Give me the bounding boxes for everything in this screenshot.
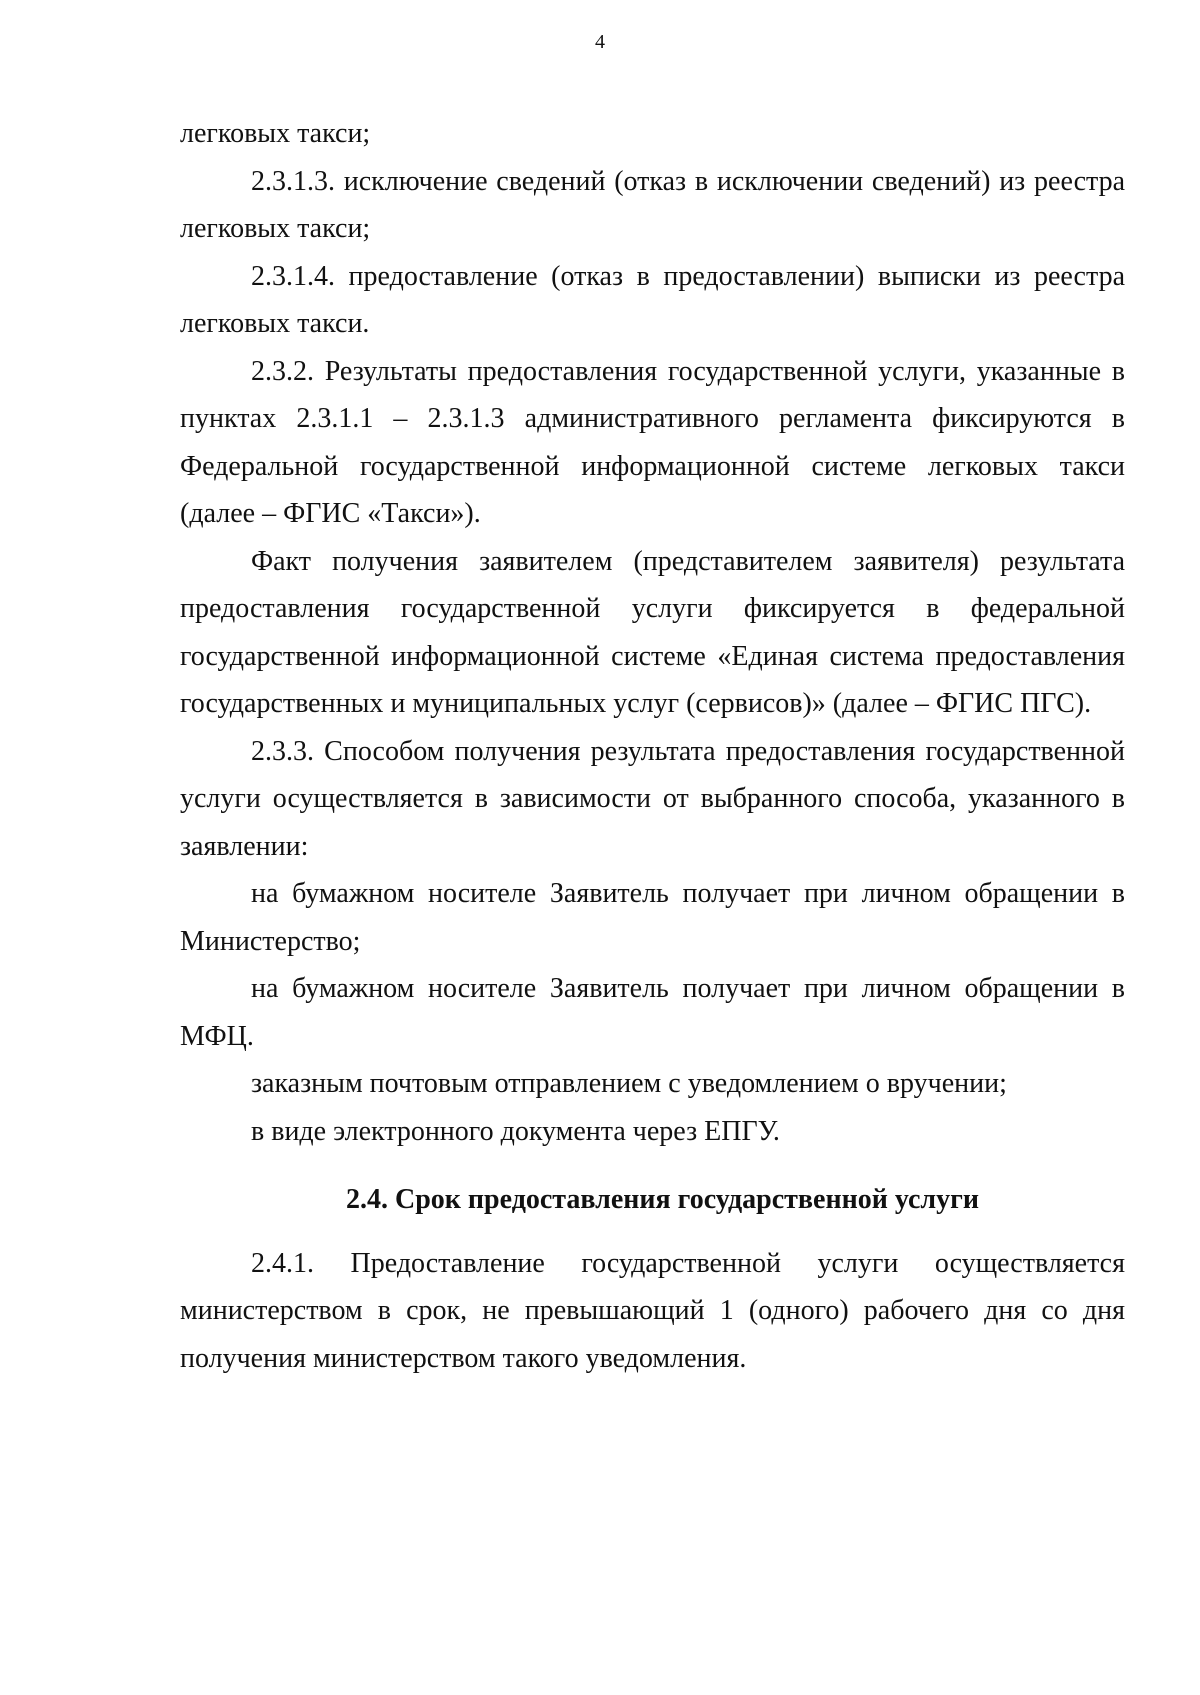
paragraph-paper-mfc: на бумажном носителе Заявитель получает при личном обращении в МФЦ.	[180, 973, 1125, 1052]
paragraph-continuation: легковых такси;	[180, 118, 371, 149]
paragraph-paper-ministry: на бумажном носителе Заявитель получает при личном обращении в Министерство;	[180, 878, 1125, 957]
paragraph-2-3-1-3: 2.3.1.3. исключение сведений (отказ в исключении сведений) из реестра легковых такси;	[180, 165, 1125, 244]
page-number: 4	[595, 31, 605, 53]
document-body	[180, 110, 1125, 1382]
paragraph-fact: Факт получения заявителем (представителем заявителя) результата предоставления государственной услуги фиксируется в федеральной государственной информационной системе «Единая система предоставления государственных и муниципальных услуг (сервисов)» (далее – ФГИС ПГС).	[180, 545, 1125, 719]
paragraph-2-4-1: 2.4.1. Предоставление государственной услуги осуществляется министерством в срок, не превышающий 1 (одного) рабочего дня со дня получения министерством такого уведомления.	[180, 1247, 1125, 1374]
paragraph-electronic: в виде электронного документа через ЕПГУ.	[251, 1115, 780, 1147]
paragraph-2-3-1-4: 2.3.1.4. предоставление (отказ в предоставлении) выписки из реестра легковых такси.	[180, 260, 1125, 339]
paragraph-2-3-3: 2.3.3. Способом получения результата предоставления государственной услуги осуществляется в зависимости от выбранного способа, указанного в заявлении:	[180, 735, 1125, 862]
paragraph-2-3-2: 2.3.2. Результаты предоставления государственной услуги, указанные в пунктах 2.3.1.1 – 2.3.1.3 административного регламента фиксируются в Федеральной государственной информационной системе легковых такси (далее – ФГИС «Такси»).	[180, 355, 1125, 529]
paragraph-mail: заказным почтовым отправлением с уведомлением о вручении;	[251, 1068, 1007, 1099]
section-heading-2-4: 2.4. Срок предоставления государственной услуги	[346, 1184, 979, 1215]
